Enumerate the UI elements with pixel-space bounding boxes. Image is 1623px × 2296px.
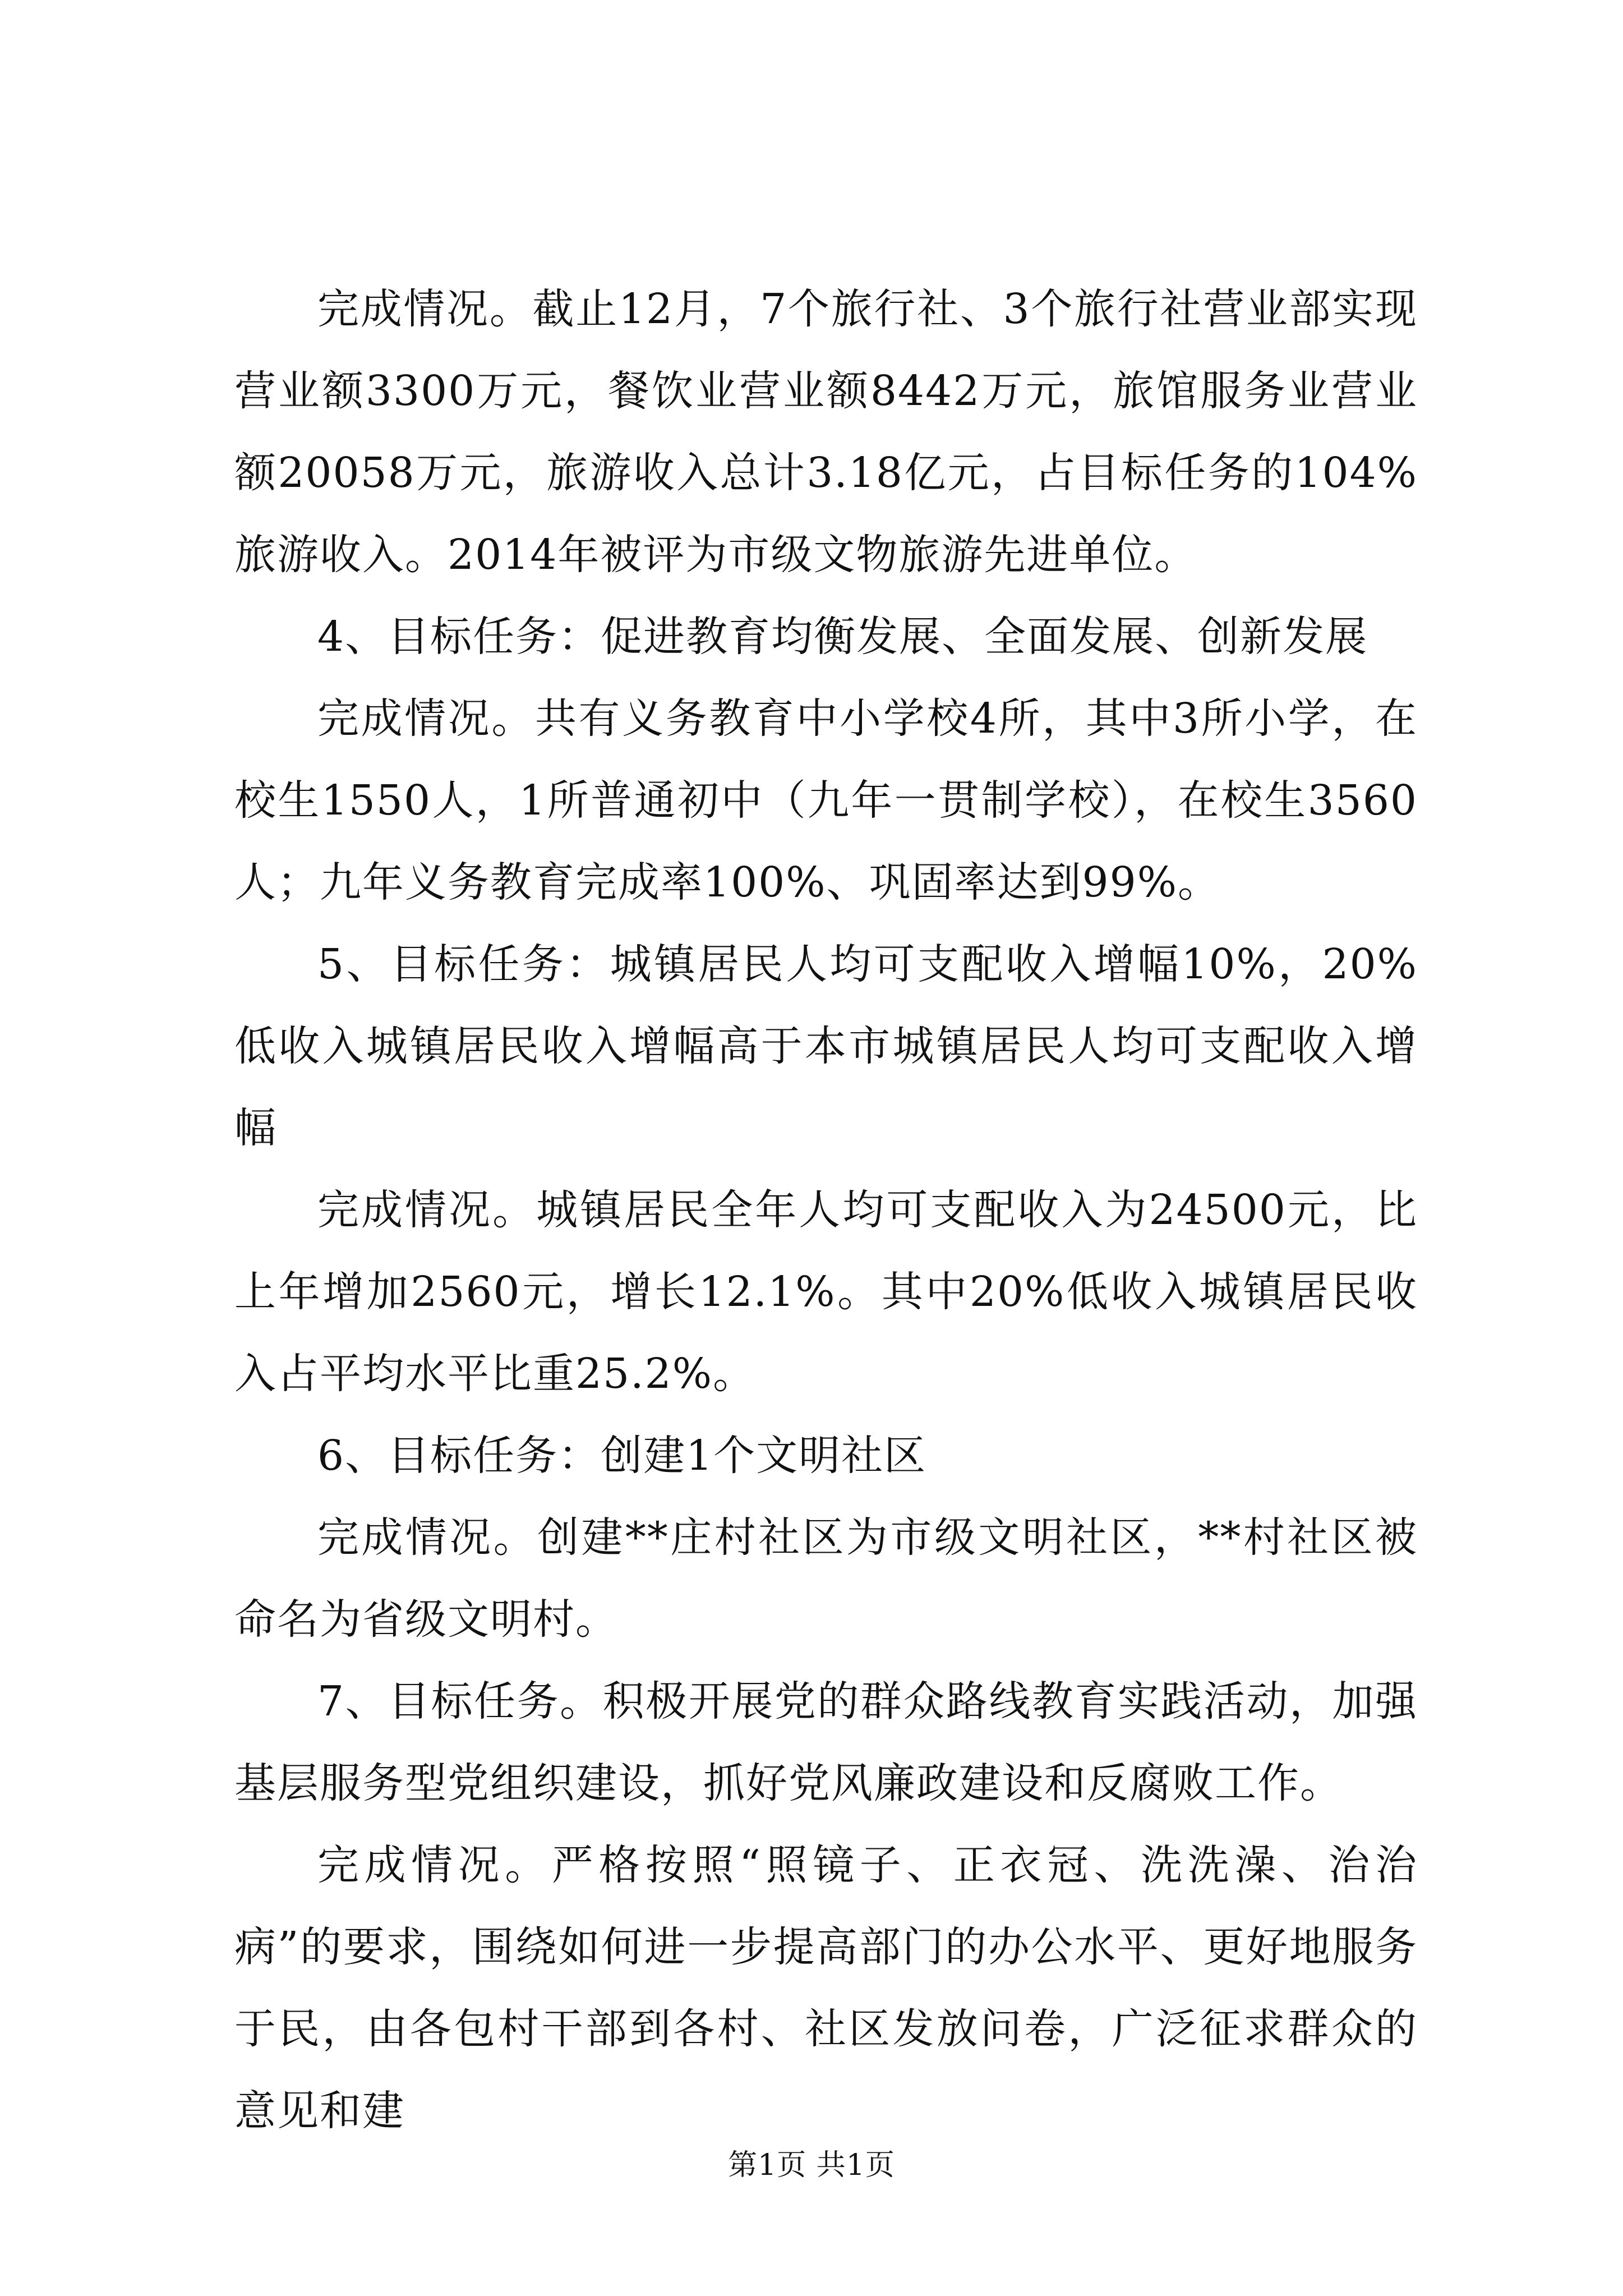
paragraph-education-result: 完成情况。共有义务教育中小学校4所，其中3所小学，在校生1550人，1所普通初中（九年一贯制学校），在校生3560人；九年义务教育完成率100%、巩固率达到99%。: [234, 694, 1418, 907]
paragraph-task-4: 4、目标任务：促进教育均衡发展、全面发展、创新发展: [317, 613, 1368, 661]
paragraph-tourism-result: 完成情况。截止12月，7个旅行社、3个旅行社营业部实现营业额3300万元，餐饮业营业额8442万元，旅馆服务业营业额20058万元，旅游收入总计3.18亿元，占目标任务的104%旅游收入。2014年被评为市级文物旅游先进单位。: [234, 285, 1418, 579]
paragraph-task-5: 5、目标任务：城镇居民人均可支配收入增幅10%，20%低收入城镇居民收入增幅高于本市城镇居民人均可支配收入增幅: [234, 940, 1418, 1152]
paragraph-income-result: 完成情况。城镇居民全年人均可支配收入为24500元，比上年增加2560元，增长12.1%。其中20%低收入城镇居民收入占平均水平比重25.2%。: [234, 1186, 1418, 1398]
paragraph-task-6: 6、目标任务：创建1个文明社区: [317, 1432, 927, 1480]
paragraph-community-result: 完成情况。创建**庄村社区为市级文明社区，**村社区被命名为省级文明村。: [234, 1513, 1418, 1644]
paragraph-task-7: 7、目标任务。积极开展党的群众路线教育实践活动，加强基层服务型党组织建设，抓好党风廉政建设和反腐败工作。: [234, 1677, 1418, 1807]
page-footer: 第1页 共1页: [728, 2148, 895, 2182]
document-body: [234, 268, 1418, 2152]
paragraph-party-result: 完成情况。严格按照“照镜子、正衣冠、洗洗澡、治治病”的要求，围绕如何进一步提高部门的办公水平、更好地服务于民，由各包村干部到各村、社区发放问卷，广泛征求群众的意见和建: [234, 1841, 1418, 2135]
